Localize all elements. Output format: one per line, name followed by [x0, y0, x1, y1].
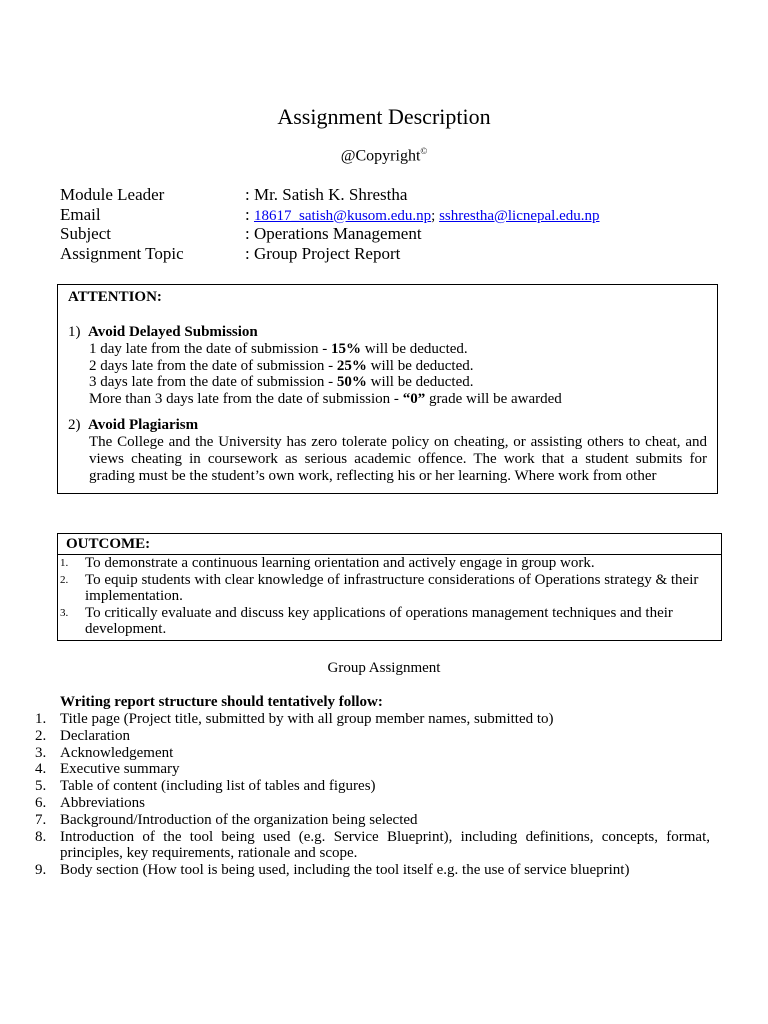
delay-title: Avoid Delayed Submission [88, 324, 258, 340]
delay-line: 3 days late from the date of submission - 50% will be deducted. [89, 374, 474, 391]
email-separator: ; [431, 207, 440, 224]
outcome-heading: OUTCOME: [58, 534, 721, 555]
copyright-text: @Copyright [340, 147, 421, 165]
outcome-item: 2. To equip students with clear knowledge of infrastructure considerations of Operations strategy & their implementation. [60, 571, 699, 605]
delay-line: 1 day late from the date of submission - 15% will be deducted. [89, 341, 468, 357]
info-row-topic [60, 244, 600, 264]
report-item: 6. Abbreviations [35, 794, 145, 811]
copyright-line [0, 146, 768, 165]
outcome-item: 3. To critically evaluate and discuss key applications of operations management techniques and their development. [60, 604, 673, 638]
plagiarism-title: Avoid Plagiarism [88, 416, 199, 433]
report-item: 5. Table of content (including list of tables and figures) [35, 778, 376, 795]
report-item: 1. Title page (Project title, submitted by with all group member names, submitted to) [35, 711, 554, 727]
info-row-email [60, 205, 600, 225]
topic-value: : Group Project Report [245, 243, 401, 263]
module-leader-value: : Mr. Satish K. Shrestha [245, 185, 408, 204]
email-link-secondary[interactable]: sshrestha@licnepal.edu.np [439, 207, 600, 224]
email-link-primary[interactable]: 18617_satish@kusom.edu.np [253, 207, 432, 224]
delay-line: More than 3 days late from the date of submission - “0” grade will be awarded [89, 391, 562, 408]
info-row-module-leader [60, 185, 600, 205]
plagiarism-text: The College and the University has zero tolerate policy on cheating, or assisting others to cheat, and views cheating in coursework as serious academic offence. The work that a student submits for grading must be the student’s own work, reflecting his or her learning. Where work from other [89, 433, 707, 484]
group-assignment-heading: Group Assignment [327, 660, 441, 676]
assignment-info [60, 185, 600, 263]
plagiarism-subheading [68, 417, 707, 434]
info-row-subject [60, 224, 600, 244]
module-leader-label: Module Leader [60, 185, 165, 204]
delay-line: 2 days late from the date of submission - 25% will be deducted. [89, 357, 474, 374]
email-label: Email [60, 204, 101, 224]
subject-label: Subject [60, 224, 111, 243]
report-item: 8. Introduction of the tool being used (e.g. Service Blueprint), including definitions, concepts, format, principles, key requirements, rationale and scope. [35, 828, 710, 862]
report-item: 9. Body section (How tool is being used, including the tool itself e.g. the use of service blueprint) [35, 862, 630, 879]
topic-label: Assignment Topic [60, 243, 184, 263]
report-item: 3. Acknowledgement [35, 744, 174, 761]
report-item: 4. Executive summary [35, 761, 180, 778]
delay-subheading [68, 324, 707, 341]
document-title: Assignment Description [277, 104, 491, 129]
plagiarism-number: 2) [68, 416, 81, 433]
copyright-mark: © [420, 146, 428, 156]
report-item: 2. Declaration [35, 727, 130, 744]
outcome-item: 1. To demonstrate a continuous learning orientation and actively engage in group work. [60, 555, 595, 571]
delay-number: 1) [68, 324, 81, 340]
attention-box [57, 284, 718, 494]
report-structure [20, 694, 710, 879]
report-item: 7. Background/Introduction of the organization being selected [35, 811, 418, 828]
outcome-list [58, 555, 721, 638]
report-heading: Writing report structure should tentatively follow: [60, 694, 383, 710]
email-prefix: : [245, 204, 254, 224]
subject-value: : Operations Management [245, 224, 422, 243]
outcome-box [57, 533, 722, 641]
attention-heading: ATTENTION: [68, 289, 162, 305]
